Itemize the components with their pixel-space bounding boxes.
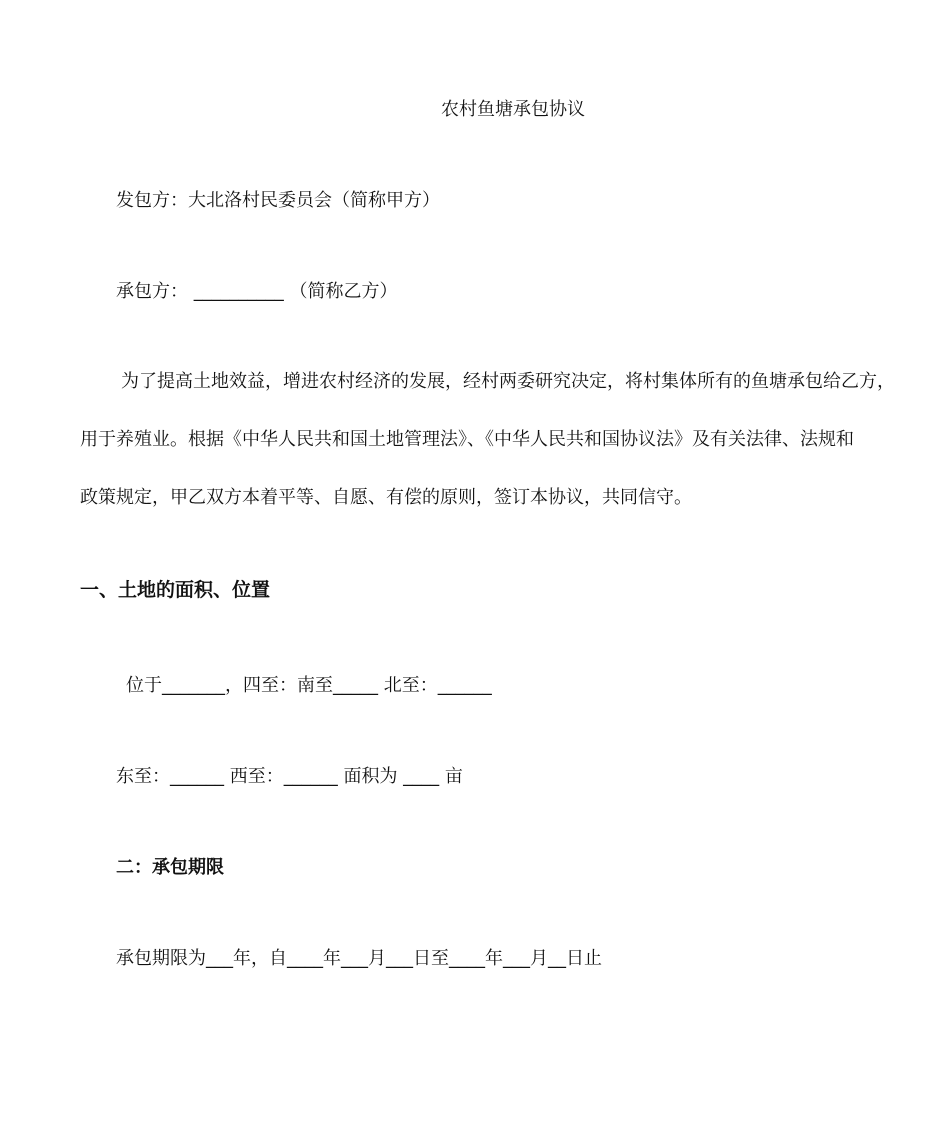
intro-paragraph-line-1: 为了提高土地效益，增进农村经济的发展，经村两委研究决定，将村集体所有的鱼塘承包给乙方， — [121, 371, 895, 392]
document-title: 农村鱼塘承包协议 — [441, 99, 585, 120]
contract-term-line: 承包期限为___年，自____年___月___日至____年___月__日止 — [116, 948, 602, 969]
boundary-area-line: 东至：______ 西至：______ 面积为 ____ 亩 — [116, 766, 463, 787]
intro-paragraph-line-2: 用于养殖业。根据《中华人民共和国土地管理法》、《中华人民共和国协议法》及有关法律、法规和 — [80, 429, 854, 450]
party-b-line: 承包方： __________ （简称乙方） — [116, 281, 398, 302]
party-a-line: 发包方：大北洛村民委员会（简称甲方） — [116, 190, 440, 211]
section-2-heading: 二：承包期限 — [116, 857, 224, 878]
location-line: 位于_______，四至：南至_____ 北至：______ — [126, 675, 492, 696]
section-1-heading: 一、土地的面积、位置 — [80, 579, 271, 601]
intro-paragraph-line-3: 政策规定，甲乙双方本着平等、自愿、有偿的原则，签订本协议，共同信守。 — [80, 487, 692, 508]
